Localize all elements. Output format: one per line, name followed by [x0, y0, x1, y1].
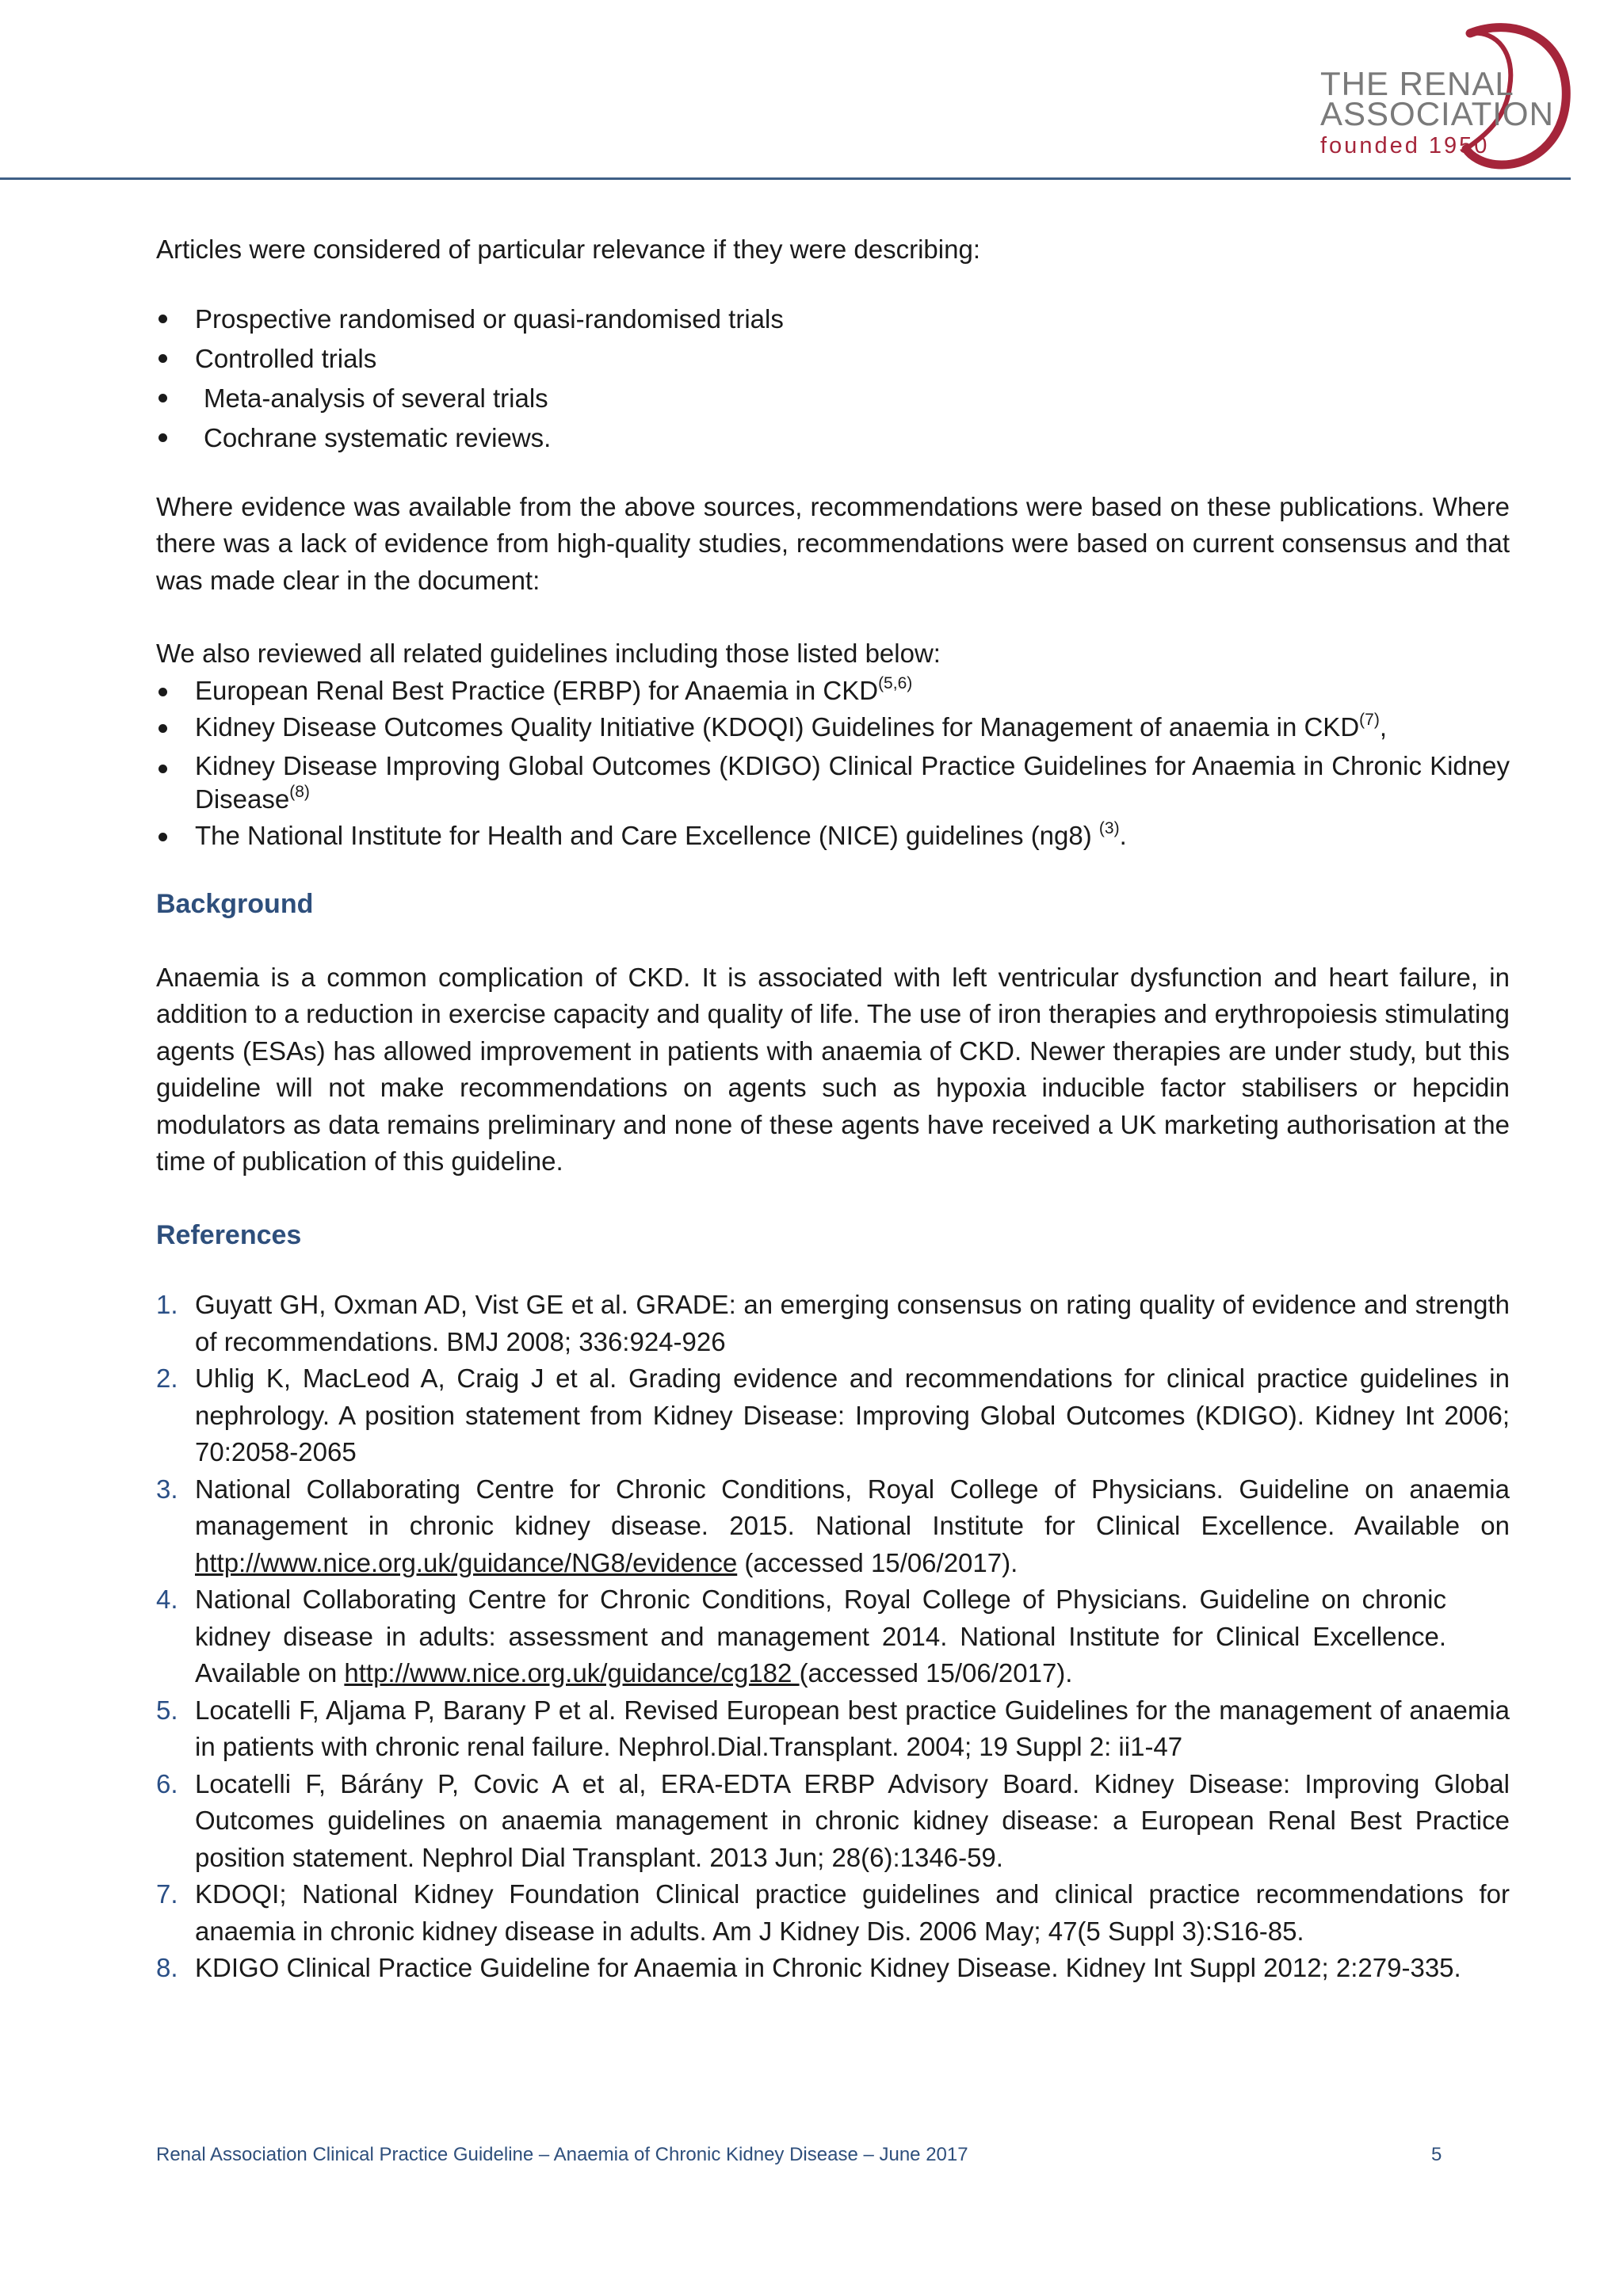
reference-item: 4. National Collaborating Centre for Chronic Conditions, Royal College of Physicians. Guideline on chronic kidney disease in adults: assessment and management 2014. National Institute for Clinical Excellence. Available on http://www.nice.org.uk/guidance/cg182 (accessed 15/06/2017). [156, 1585, 1446, 1688]
renal-association-logo [1308, 16, 1577, 174]
list-item: Cochrane systematic reviews. [156, 418, 1510, 458]
header-divider [0, 177, 1571, 180]
list-item: The National Institute for Health and Care Excellence (NICE) guidelines (ng8) $^{(3)}$. [156, 818, 1510, 855]
footer-document-title: Renal Association Clinical Practice Guideline – Anaemia of Chronic Kidney Disease – June 2017 [156, 2144, 968, 2165]
citation: (7) [1359, 711, 1380, 729]
list-item: Kidney Disease Outcomes Quality Initiative (KDOQI) Guidelines for Management of anaemia in CKD$^{(7)}$, [156, 709, 1510, 746]
study-types-list [156, 299, 1510, 458]
references-list [156, 1287, 1510, 1987]
reference-item: 2. Uhlig K, MacLeod A, Craig J et al. Grading evidence and recommendations for clinical practice guidelines in nephrology. A position statement from Kidney Disease: Improving Global Outcomes (KDIGO). Kidney Int 2006; 70:2058-2065 [156, 1363, 1510, 1466]
references-heading: References [156, 1219, 302, 1250]
list-item: European Renal Best Practice (ERBP) for Anaemia in CKD$^{(5,6)}$ [156, 673, 1510, 710]
list-item: Prospective randomised or quasi-randomised trials [156, 299, 1510, 339]
logo-text-line2: ASSOCIATION [1320, 95, 1554, 132]
citation: (5,6) [878, 673, 913, 692]
reference-item: 7. KDOQI; National Kidney Foundation Clinical practice guidelines and clinical practice recommendations for anaemia in chronic kidney disease in adults. Am J Kidney Dis. 2006 May; 47(5 Suppl 3):S16-85. [156, 1879, 1510, 1946]
background-heading: Background [156, 889, 314, 919]
logo-text-line1: THE RENAL [1320, 65, 1514, 102]
page-number: 5 [1431, 2144, 1442, 2165]
guidelines-intro: We also reviewed all related guidelines including those listed below: [156, 639, 941, 668]
list-item: Controlled trials [156, 339, 1510, 379]
page-content [156, 231, 1510, 1987]
guidelines-list [156, 673, 1510, 855]
reference-item: 1. Guyatt GH, Oxman AD, Vist GE et al. GRADE: an emerging consensus on rating quality of evidence and strength of recommendations. BMJ 2008; 336:924-926 [156, 1290, 1510, 1356]
citation: (3) [1098, 818, 1120, 837]
nice-ng8-evidence-link[interactable]: http://www.nice.org.uk/guidance/NG8/evidence [195, 1547, 738, 1577]
evidence-paragraph: Where evidence was available from the above sources, recommendations were based on these publications. Where there was a lack of evidence from high-quality studies, recommendations were based on current consensus and that was made clear in the document: [156, 491, 1510, 595]
reference-item: 5. Locatelli F, Aljama P, Barany P et al. Revised European best practice Guidelines for the management of anaemia in patients with chronic renal failure. Nephrol.Dial.Transplant. 2004; 19 Suppl 2: ii1-47 [156, 1695, 1510, 1761]
logo-founded-text: founded 1950 [1320, 133, 1490, 158]
intro-paragraph: Articles were considered of particular relevance if they were describing: [156, 235, 980, 264]
background-paragraph: Anaemia is a common complication of CKD. It is associated with left ventricular dysfunction and heart failure, in addition to a reduction in exercise capacity and quality of life. The use of iron therapies and erythropoiesis stimulating agents (ESAs) has allowed improvement in patients with anaemia of CKD. Newer therapies are under study, but this guideline will not make recommendations on agents such as hypoxia inducible factor stabilisers or hepcidin modulators as data remains preliminary and none of these agents have received a UK marketing authorisation at the time of publication of this guideline. [156, 962, 1510, 1176]
list-item: Kidney Disease Improving Global Outcomes (KDIGO) Clinical Practice Guidelines for Anaemia in Chronic Kidney Disease$^{(8)}$ [156, 749, 1510, 816]
reference-item: 8. KDIGO Clinical Practice Guideline for Anaemia in Chronic Kidney Disease. Kidney Int Suppl 2012; 2:279-335. [156, 1953, 1461, 1982]
citation: (8) [289, 782, 310, 801]
reference-item: 6. Locatelli F, Bárány P, Covic A et al, ERA-EDTA ERBP Advisory Board. Kidney Disease: Improving Global Outcomes guidelines on anaemia management in chronic kidney disease: a European Renal Best Practice position statement. Nephrol Dial Transplant. 2013 Jun; 28(6):1346-59. [156, 1768, 1510, 1872]
list-item: Meta-analysis of several trials [156, 379, 1510, 418]
reference-item: 3. National Collaborating Centre for Chronic Conditions, Royal College of Physicians. Guideline on anaemia management in chronic kidney disease. 2015. National Institute for Clinical Excellence. Available on http://www.nice.org.uk/guidance/NG8/evidence (accessed 15/06/2017). [156, 1474, 1510, 1577]
nice-cg182-link[interactable]: http://www.nice.org.uk/guidance/cg182 [344, 1658, 800, 1688]
